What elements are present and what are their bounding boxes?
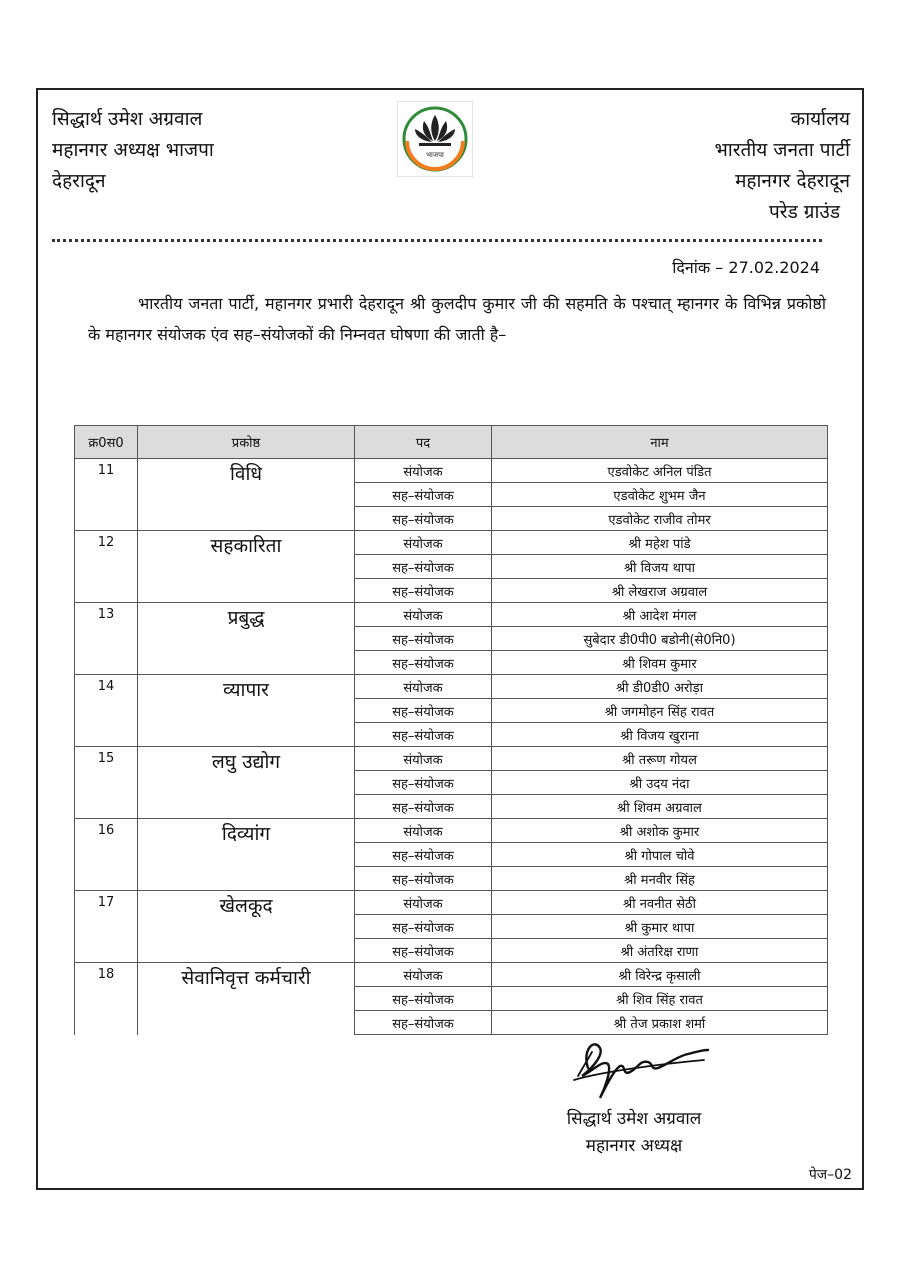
post-title: सह–संयोजक	[355, 795, 492, 819]
person-name: एडवोकेट राजीव तोमर	[492, 507, 828, 531]
party-name: भारतीय जनता पार्टी	[714, 139, 850, 161]
serial-number	[75, 531, 138, 603]
post-title: सह–संयोजक	[355, 555, 492, 579]
person-name: श्री विजय खुराना	[492, 723, 828, 747]
cell-name-text: सेवानिवृत्त कर्मचारी	[181, 967, 311, 989]
cell-name	[138, 675, 355, 747]
person-name: एडवोकेट अनिल पंडित	[492, 459, 828, 483]
cell-name-text: विधि	[229, 463, 263, 485]
post-title: सह–संयोजक	[355, 651, 492, 675]
office-block	[714, 104, 850, 228]
person-name: श्री विरेन्द्र कृसाली	[492, 963, 828, 987]
person-name: श्री डी0डी0 अरोड़ा	[492, 675, 828, 699]
lotus-logo-icon	[397, 101, 473, 177]
person-name: श्री गोपाल चोवे	[492, 843, 828, 867]
person-name: एडवोकेट शुभम जैन	[492, 483, 828, 507]
person-name: श्री शिवम अग्रवाल	[492, 795, 828, 819]
person-name: श्री नवनीत सेठी	[492, 891, 828, 915]
signatory-block	[549, 1106, 719, 1160]
table-row	[75, 963, 828, 987]
serial-number-text: 16	[97, 823, 115, 838]
serial-number-text: 13	[97, 607, 115, 622]
post-title: संयोजक	[355, 459, 492, 483]
post-title: संयोजक	[355, 963, 492, 987]
office-address: परेड ग्राउंड	[769, 201, 840, 223]
person-name: सुबेदार डी0पी0 बडोनी(से0नि0)	[492, 627, 828, 651]
cell-name	[138, 891, 355, 963]
post-title: सह–संयोजक	[355, 987, 492, 1011]
person-name: श्री कुमार थापा	[492, 915, 828, 939]
cell-name	[138, 531, 355, 603]
post-title: संयोजक	[355, 531, 492, 555]
dotted-divider	[52, 239, 822, 242]
signatory-name: सिद्धार्थ उमेश अग्रवाल	[566, 1109, 702, 1129]
post-title: सह–संयोजक	[355, 723, 492, 747]
cell-name-text: लघु उद्योग	[211, 751, 281, 773]
svg-text:भाजपा: भाजपा	[426, 151, 444, 159]
person-name: श्री महेश पांडे	[492, 531, 828, 555]
post-title: सह–संयोजक	[355, 843, 492, 867]
header-cell: प्रकोष्ठ	[138, 426, 355, 459]
cell-name-text: प्रबुद्ध	[227, 607, 265, 629]
serial-number	[75, 819, 138, 891]
serial-number	[75, 963, 138, 1035]
person-name: श्री शिव सिंह रावत	[492, 987, 828, 1011]
post-title: सह–संयोजक	[355, 771, 492, 795]
table-row	[75, 891, 828, 915]
announcement-paragraph	[88, 288, 826, 350]
person-name: श्री लेखराज अग्रवाल	[492, 579, 828, 603]
cell-name	[138, 963, 355, 1035]
person-name: श्री आदेश मंगल	[492, 603, 828, 627]
post-title: संयोजक	[355, 891, 492, 915]
post-title: सह–संयोजक	[355, 915, 492, 939]
cell-name-text: दिव्यांग	[221, 823, 271, 845]
serial-number-text: 15	[97, 751, 115, 766]
person-name: श्री शिवम कुमार	[492, 651, 828, 675]
person-name: श्री जगमोहन सिंह रावत	[492, 699, 828, 723]
table-row	[75, 747, 828, 771]
date-line: दिनांक – 27.02.2024	[672, 258, 820, 277]
serial-number-text: 11	[97, 463, 115, 478]
table-row	[75, 603, 828, 627]
post-title: सह–संयोजक	[355, 507, 492, 531]
post-title: संयोजक	[355, 819, 492, 843]
person-name: श्री तेज प्रकाश शर्मा	[492, 1011, 828, 1035]
post-title: संयोजक	[355, 603, 492, 627]
table-row	[75, 531, 828, 555]
person-name: श्री उदय नंदा	[492, 771, 828, 795]
page-number: पेज–02	[808, 1167, 852, 1183]
cell-name-text: खेलकूद	[219, 895, 273, 917]
cell-name-text: व्यापार	[223, 679, 269, 701]
signatory-designation: महानगर अध्यक्ष	[585, 1136, 683, 1156]
post-title: सह–संयोजक	[355, 627, 492, 651]
serial-number	[75, 891, 138, 963]
header-serial: क्र0स0	[75, 426, 138, 459]
appointments-table	[74, 425, 828, 1035]
serial-number-text: 17	[97, 895, 115, 910]
header-name: नाम	[492, 426, 828, 459]
sender-name: सिद्धार्थ उमेश अग्रवाल	[52, 108, 203, 130]
table-body	[75, 459, 828, 1035]
sender-city: देहरादून	[52, 170, 106, 192]
post-title: सह–संयोजक	[355, 579, 492, 603]
serial-number	[75, 459, 138, 531]
sender-designation: महानगर अध्यक्ष भाजपा	[52, 139, 214, 161]
serial-number	[75, 747, 138, 819]
office-city: महानगर देहरादून	[735, 170, 850, 192]
cell-name	[138, 603, 355, 675]
cell-name	[138, 819, 355, 891]
paragraph-text: भारतीय जनता पार्टी, महानगर प्रभारी देहरादून श्री कुलदीप कुमार जी की सहमति के पश्चात् म्हानगर के विभिन्न प्रकोष्ठो के महानगर संयोजक एंव सह–संयोजकों की निम्नवत घोषणा की जाती है–	[88, 294, 826, 344]
table-row	[75, 819, 828, 843]
cell-name	[138, 459, 355, 531]
person-name: श्री तरूण गोयल	[492, 747, 828, 771]
person-name: श्री विजय थापा	[492, 555, 828, 579]
handwritten-signature-icon	[560, 1030, 710, 1102]
person-name: श्री अंतरिक्ष राणा	[492, 939, 828, 963]
person-name: श्री अशोक कुमार	[492, 819, 828, 843]
post-title: संयोजक	[355, 747, 492, 771]
post-title: सह–संयोजक	[355, 699, 492, 723]
post-title: सह–संयोजक	[355, 867, 492, 891]
serial-number	[75, 603, 138, 675]
serial-number-text: 12	[97, 535, 115, 550]
post-title: सह–संयोजक	[355, 483, 492, 507]
table-row	[75, 675, 828, 699]
person-name: श्री मनवीर सिंह	[492, 867, 828, 891]
table-row	[75, 459, 828, 483]
cell-name	[138, 747, 355, 819]
post-title: सह–संयोजक	[355, 939, 492, 963]
post-title: सह–संयोजक	[355, 1011, 492, 1035]
serial-number-text: 18	[97, 967, 115, 982]
serial-number	[75, 675, 138, 747]
header-post: पद	[355, 426, 492, 459]
cell-name-text: सहकारिता	[210, 535, 282, 557]
sender-block	[52, 104, 214, 197]
post-title: संयोजक	[355, 675, 492, 699]
office-label: कार्यालय	[790, 108, 850, 130]
serial-number-text: 14	[97, 679, 115, 694]
table-header-row	[75, 426, 828, 459]
